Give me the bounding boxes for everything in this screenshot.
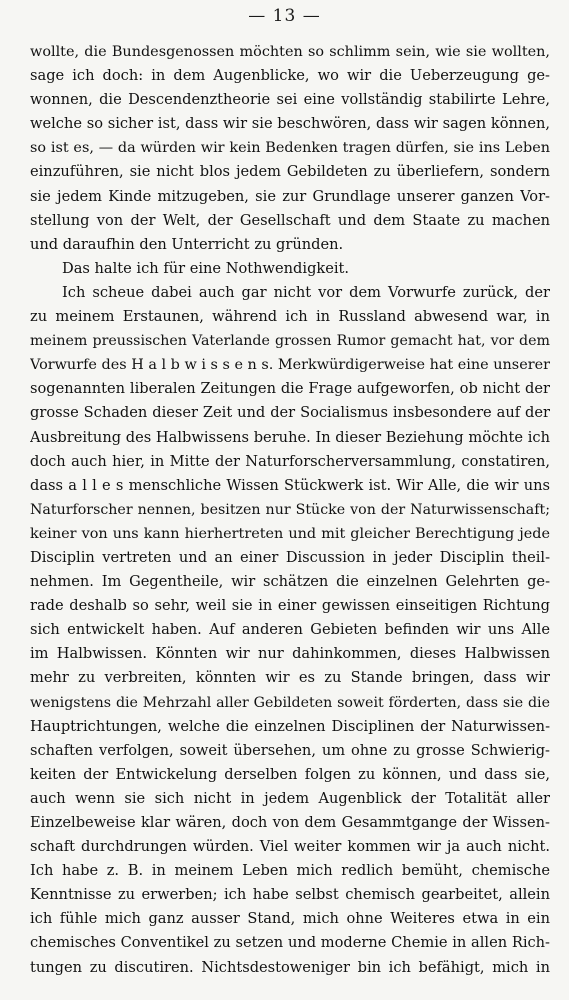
text-line: wollte, die Bundesgenossen möchten so schlimm sein, wie sie wollten, [30,44,550,60]
text-line: schaft durchdrungen würden. Viel weiter kommen wir ja auch nicht. [30,838,550,856]
text-line: rade deshalb so sehr, weil sie in einer gewissen einseitigen Richtung [30,597,550,615]
text-line: Ich scheue dabei auch gar nicht vor dem Vorwurfe zurück, der [62,283,550,301]
text-line: stellung von der Welt, der Gesellschaft und dem Staate zu machen [30,211,550,229]
text-line: sich entwickelt haben. Auf anderen Gebieten befinden wir uns Alle [30,621,550,639]
body-text [30,40,550,980]
text-line: Hauptrichtungen, welche die einzelnen Disciplinen der Naturwissen- [30,717,550,735]
text-line: tungen zu discutiren. Nichtsdestoweniger bin ich befähigt, mich in [30,958,550,976]
text-line: Disciplin vertreten und an einer Discussion in jeder Disciplin theil- [30,548,550,566]
text-line: einzuführen, sie nicht blos jedem Gebildeten zu überliefern, sondern [30,163,550,181]
text-line: Ausbreitung des Halbwissens beruhe. In dieser Beziehung möchte ich [30,428,550,446]
text-line: schaften verfolgen, soweit übersehen, um ohne zu grosse Schwierig- [30,741,550,759]
text-line: nehmen. Im Gegentheile, wir schätzen die einzelnen Gelehrten ge- [30,573,550,591]
text-line: sage ich doch: in dem Augenblicke, wo wir die Ueberzeugung ge- [30,67,550,85]
text-line: chemisches Conventikel zu setzen und moderne Chemie in allen Rich- [30,934,550,952]
text-line: sogenannten liberalen Zeitungen die Frage aufgeworfen, ob nicht der [30,380,550,398]
text-line: wenigstens die Mehrzahl aller Gebildeten soweit förderten, dass sie die [30,694,550,711]
text-line: Kenntnisse zu erwerben; ich habe selbst chemisch gearbeitet, allein [30,886,550,904]
text-line: dass a l l e s menschliche Wissen Stückwerk ist. Wir Alle, die wir uns [30,476,550,494]
text-line: Naturforscher nennen, besitzen nur Stücke von der Naturwissenschaft; [30,501,550,518]
text-line: ich fühle mich ganz ausser Stand, mich ohne Weiteres etwa in ein [30,910,550,928]
text-line: keiner von uns kann hierhertreten und mit gleicher Berechtigung jede [30,525,550,542]
text-line: doch auch hier, in Mitte der Naturforscherversammlung, constatiren, [30,452,550,470]
text-line: Ich habe z. B. in meinem Leben mich redlich bemüht, chemische [30,862,550,880]
text-line: keiten der Entwickelung derselben folgen zu können, und dass sie, [30,765,550,783]
text-line: zu meinem Erstaunen, während ich in Russland abwesend war, in [30,308,550,326]
text-line: und daraufhin den Unterricht zu gründen. [30,235,344,253]
text-line: Vorwurfe des H a l b w i s s e n s. Merkwürdigerweise hat eine unserer [30,357,550,374]
text-line: wonnen, die Descendenztheorie sei eine vollständig stabilirte Lehre, [30,91,550,109]
text-line: grosse Schaden dieser Zeit und der Socialismus insbesondere auf der [30,404,550,422]
page-number: — 13 — [248,6,321,26]
text-line: im Halbwissen. Könnten wir nur dahinkommen, dieses Halbwissen [30,645,550,663]
text-line: auch wenn sie sich nicht in jedem Augenblick der Totalität aller [30,789,550,807]
text-line: Einzelbeweise klar wären, doch von dem Gesammtgange der Wissen- [30,814,550,831]
text-line: Das halte ich für eine Nothwendigkeit. [62,259,350,277]
text-line: welche so sicher ist, dass wir sie beschwören, dass wir sagen können, [30,115,550,133]
text-line: sie jedem Kinde mitzugeben, sie zur Grundlage unserer ganzen Vor- [30,187,550,205]
text-line: mehr zu verbreiten, könnten wir es zu Stande bringen, dass wir [30,669,550,687]
text-line: so ist es, — da würden wir kein Bedenken tragen dürfen, sie ins Leben [30,140,550,157]
text-line: meinem preussischen Vaterlande grossen Rumor gemacht hat, vor dem [30,333,550,350]
